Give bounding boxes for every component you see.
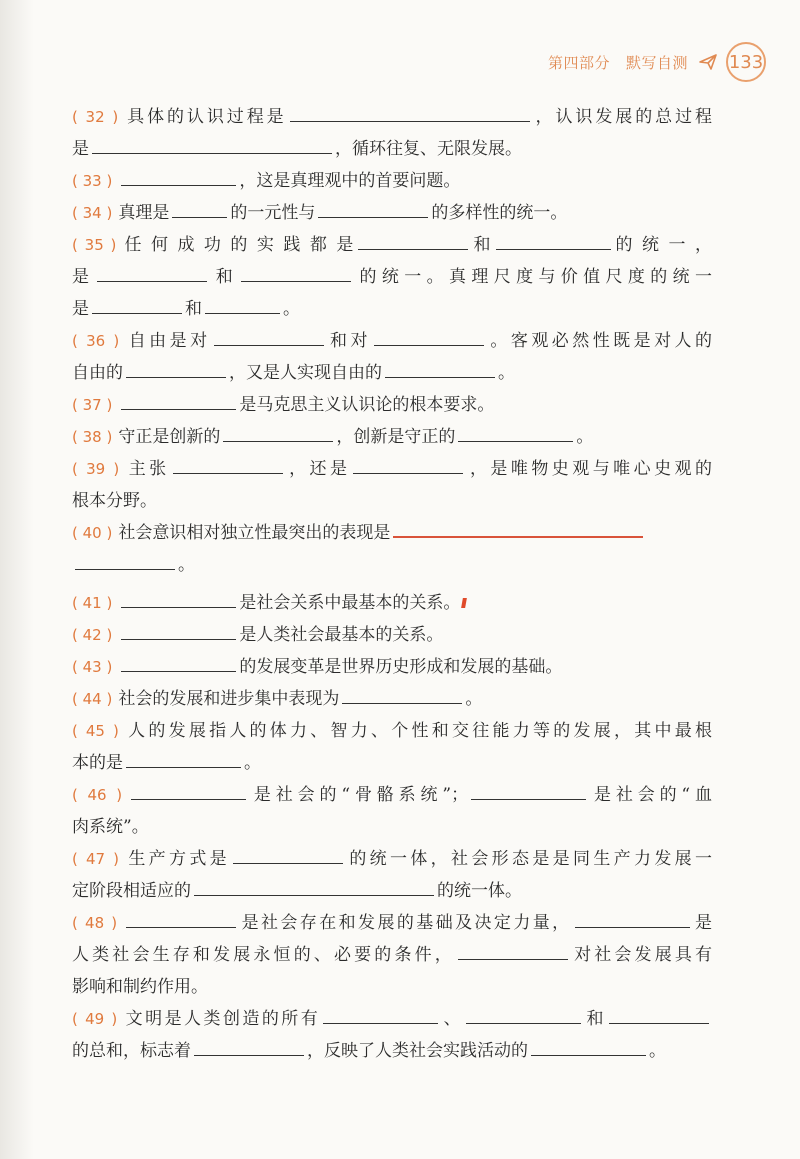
item-number: ( 43 ) xyxy=(72,658,113,676)
answer-blank[interactable] xyxy=(358,235,468,250)
answer-blank[interactable] xyxy=(353,459,463,474)
item-47-line-2 xyxy=(72,875,712,907)
item-number: ( 39 ) xyxy=(72,460,120,478)
item-text: ，认识发展的总过程 xyxy=(532,107,713,127)
item-49-line-1 xyxy=(72,1003,712,1035)
item-text: 的一元性与 xyxy=(230,203,316,223)
item-text: ，是唯物史观与唯心史观的 xyxy=(466,459,713,479)
item-text: 主张 xyxy=(125,459,170,479)
answer-blank[interactable] xyxy=(121,657,236,672)
item-37 xyxy=(72,389,712,421)
item-number: ( 35 ) xyxy=(72,236,117,254)
item-text: 生产方式是 xyxy=(125,849,231,869)
answer-blank[interactable] xyxy=(126,363,226,378)
item-46-line-2 xyxy=(72,811,712,843)
item-text: 和对 xyxy=(326,331,371,351)
item-text: 是人类社会最基本的关系。 xyxy=(239,625,444,645)
item-text: 。 xyxy=(649,1041,666,1061)
item-46-line-1 xyxy=(72,779,712,811)
answer-blank[interactable] xyxy=(385,363,495,378)
item-text: 是社会关系中最基本的关系。 xyxy=(239,593,461,613)
item-45-line-1 xyxy=(72,715,712,747)
item-text: 定阶段相适应的 xyxy=(72,881,191,901)
item-text: 的 统 一 ， xyxy=(613,235,713,255)
item-text: 本的是 xyxy=(72,753,123,773)
item-text: 。客观必然性既是对人的 xyxy=(486,331,713,351)
item-text: 的发展变革是世界历史形成和发展的基础。 xyxy=(239,657,563,677)
item-number: ( 45 ) xyxy=(72,722,119,740)
item-text: ，又是人实现自由的 xyxy=(229,363,382,383)
answer-blank[interactable] xyxy=(92,139,332,154)
item-text: 。 xyxy=(465,689,483,709)
answer-blank[interactable] xyxy=(323,1009,438,1024)
answer-blank[interactable] xyxy=(121,395,236,410)
item-text: 自由是对 xyxy=(125,331,211,351)
item-text: ，反映了人类社会实践活动的 xyxy=(307,1041,528,1061)
item-number: ( 46 ) xyxy=(72,786,123,804)
item-number: ( 44 ) xyxy=(72,690,113,708)
answer-blank[interactable] xyxy=(531,1041,646,1056)
answer-blank[interactable] xyxy=(496,235,611,250)
item-48-line-2 xyxy=(72,939,712,971)
item-number: ( 33 ) xyxy=(72,172,113,190)
item-number: ( 49 ) xyxy=(72,1010,118,1028)
item-text: 和 xyxy=(471,235,493,255)
answer-blank[interactable] xyxy=(121,171,236,186)
item-text: 是马克思主义认识论的根本要求。 xyxy=(239,395,495,415)
answer-blank[interactable] xyxy=(223,427,333,442)
answer-blank[interactable] xyxy=(466,1009,581,1024)
item-number: ( 37 ) xyxy=(72,396,113,414)
item-text: 的统一体。 xyxy=(437,881,522,901)
item-text: 人类社会生存和发展永恒的、必要的条件， xyxy=(72,945,455,965)
item-text: 。 xyxy=(576,427,594,447)
answer-blank[interactable] xyxy=(205,299,280,314)
item-text: 对社会发展具有 xyxy=(570,945,713,965)
answer-blank[interactable] xyxy=(194,881,434,896)
item-text: 。 xyxy=(244,753,261,773)
item-39-line-2 xyxy=(72,485,712,517)
paper-plane-icon xyxy=(698,52,718,72)
answer-blank[interactable] xyxy=(609,1009,709,1024)
item-text: 的统一体，社会形态是是同生产力发展一 xyxy=(346,849,713,869)
item-47-line-1 xyxy=(72,843,712,875)
item-number: ( 40 ) xyxy=(72,524,113,542)
item-text: ，还是 xyxy=(285,459,351,479)
item-48-line-3 xyxy=(72,971,712,1003)
item-text: 是 xyxy=(72,299,89,319)
page-gutter-shadow xyxy=(0,0,34,1159)
answer-blank[interactable] xyxy=(97,267,207,282)
item-number: ( 48 ) xyxy=(72,914,118,932)
item-text: 。 xyxy=(498,363,515,383)
item-40-line-2 xyxy=(72,549,712,581)
item-text: 社会的发展和进步集中表现为 xyxy=(118,689,340,709)
item-48-line-1 xyxy=(72,907,712,939)
answer-blank[interactable] xyxy=(374,331,484,346)
item-number: ( 34 ) xyxy=(72,204,113,222)
item-text: 守正是创新的 xyxy=(118,427,221,447)
item-text: 文明是人类创造的所有 xyxy=(123,1009,321,1029)
answer-blank[interactable] xyxy=(458,427,573,442)
item-text: 具体的认识过程是 xyxy=(124,107,287,127)
item-text: ，这是真理观中的首要问题。 xyxy=(239,171,461,191)
answer-blank[interactable] xyxy=(173,459,283,474)
item-32-line-2 xyxy=(72,133,712,165)
item-41 xyxy=(72,587,712,619)
item-number: ( 36 ) xyxy=(72,332,120,350)
item-35-line-2 xyxy=(72,261,712,293)
answer-blank[interactable] xyxy=(342,689,462,704)
item-36-line-1 xyxy=(72,325,712,357)
item-43 xyxy=(72,651,712,683)
item-text: 任 何 成 功 的 实 践 都 是 xyxy=(122,235,356,255)
item-text: 肉系统”。 xyxy=(72,817,149,837)
answer-blank[interactable] xyxy=(92,299,182,314)
item-number: ( 41 ) xyxy=(72,594,113,612)
item-text: 是社会的“骨骼系统”； xyxy=(249,785,469,805)
answer-blank[interactable] xyxy=(131,785,246,800)
item-45-line-2 xyxy=(72,747,712,779)
item-number: ( 42 ) xyxy=(72,626,113,644)
item-49-line-2 xyxy=(72,1035,712,1067)
item-text: 和 xyxy=(210,267,239,287)
item-text: 和 xyxy=(185,299,202,319)
header-part: 第四部分 xyxy=(547,53,610,72)
answer-blank[interactable] xyxy=(75,555,175,570)
item-text: 自由的 xyxy=(72,363,123,383)
item-33 xyxy=(72,165,712,197)
item-35-line-1 xyxy=(72,229,712,261)
item-number: ( 47 ) xyxy=(72,850,119,868)
item-number: ( 32 ) xyxy=(72,108,119,126)
answer-blank[interactable] xyxy=(458,945,568,960)
item-text: 真理是 xyxy=(118,203,170,223)
answer-blank[interactable] xyxy=(575,913,690,928)
item-text: 、 xyxy=(441,1009,464,1029)
item-text: 根本分野。 xyxy=(72,491,157,511)
item-number: ( 38 ) xyxy=(72,428,113,446)
item-text: 是社会存在和发展的基础及决定力量， xyxy=(239,913,572,933)
answer-blank[interactable] xyxy=(121,593,236,608)
item-text: 是 xyxy=(692,913,713,933)
page-header xyxy=(548,40,766,84)
item-44 xyxy=(72,683,712,715)
item-38 xyxy=(72,421,712,453)
answer-blank[interactable] xyxy=(126,753,241,768)
item-34 xyxy=(72,197,712,229)
answer-blank[interactable] xyxy=(471,785,586,800)
item-text: 社会意识相对独立性最突出的表现是 xyxy=(118,523,391,543)
answer-blank[interactable] xyxy=(121,625,236,640)
item-text: 是社会的“血 xyxy=(589,785,712,805)
exercise-list xyxy=(72,101,712,1067)
item-39-line-1 xyxy=(72,453,712,485)
answer-blank[interactable] xyxy=(241,267,351,282)
pen-mark xyxy=(461,598,467,608)
answer-blank[interactable] xyxy=(393,522,643,538)
item-text: 的多样性的统一。 xyxy=(431,203,568,223)
item-text: 。 xyxy=(283,299,300,319)
answer-blank[interactable] xyxy=(126,913,236,928)
item-32-line-1 xyxy=(72,101,712,133)
item-text: 。 xyxy=(178,555,195,575)
item-40-line-1 xyxy=(72,517,712,549)
answer-blank[interactable] xyxy=(318,203,428,218)
item-text: 和 xyxy=(584,1009,607,1029)
item-text: ，循环往复、无限发展。 xyxy=(335,139,522,159)
item-35-line-3 xyxy=(72,293,712,325)
answer-blank[interactable] xyxy=(290,107,530,122)
item-text: 是 xyxy=(72,139,89,159)
page-number: 133 xyxy=(726,42,766,82)
answer-blank[interactable] xyxy=(194,1041,304,1056)
item-text: 是 xyxy=(72,267,95,287)
item-text: 人的发展指人的体力、智力、个性和交往能力等的发展，其中最根 xyxy=(124,721,713,741)
item-text: ，创新是守正的 xyxy=(336,427,456,447)
header-section: 默写自测 xyxy=(625,53,688,72)
item-42 xyxy=(72,619,712,651)
item-text: 的统一。真理尺度与价值尺度的统一 xyxy=(354,267,713,287)
item-text: 影响和制约作用。 xyxy=(72,977,208,997)
item-36-line-2 xyxy=(72,357,712,389)
answer-blank[interactable] xyxy=(214,331,324,346)
answer-blank[interactable] xyxy=(233,849,343,864)
item-text: 的总和，标志着 xyxy=(72,1041,191,1061)
answer-blank[interactable] xyxy=(172,203,227,218)
